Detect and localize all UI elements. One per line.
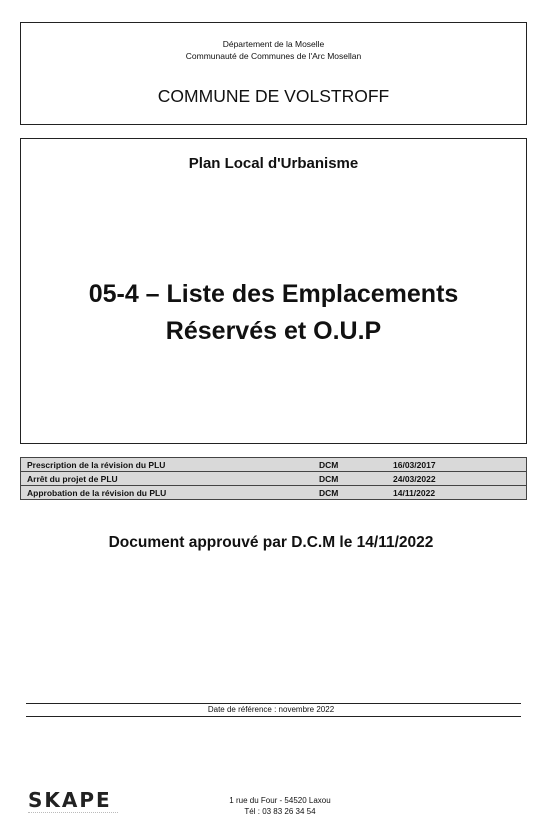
approval-note: Document approuvé par D.C.M le 14/11/2022 bbox=[108, 534, 434, 551]
procedure-row bbox=[21, 458, 527, 472]
department-name: Département de la Moselle bbox=[222, 39, 325, 49]
procedure-type: DCM bbox=[313, 458, 385, 472]
document-title-line1: 05-4 – Liste des Emplacements bbox=[88, 280, 459, 308]
header-box bbox=[20, 22, 527, 125]
main-title-box bbox=[20, 138, 527, 444]
procedure-label: Arrêt du projet de PLU bbox=[21, 472, 314, 486]
logo-text: SKAPE bbox=[28, 788, 112, 812]
procedure-date: 24/03/2022 bbox=[385, 472, 527, 486]
document-subtitle: Plan Local d'Urbanisme bbox=[188, 155, 359, 172]
logo-underline bbox=[28, 812, 118, 816]
procedure-type: DCM bbox=[313, 486, 385, 500]
commune-title: COMMUNE DE VOLSTROFF bbox=[157, 86, 390, 106]
skape-logo bbox=[28, 788, 112, 812]
community-name: Communauté de Communes de l'Arc Mosellan bbox=[185, 51, 362, 61]
reference-date: Date de référence : novembre 2022 bbox=[207, 705, 335, 714]
procedure-label: Approbation de la révision du PLU bbox=[21, 486, 314, 500]
divider bbox=[26, 703, 521, 704]
footer-address bbox=[220, 795, 340, 817]
procedures-table bbox=[20, 457, 527, 500]
phone-line: Tél : 03 83 26 34 54 bbox=[244, 807, 316, 816]
procedure-type: DCM bbox=[313, 472, 385, 486]
procedure-row bbox=[21, 486, 527, 500]
procedure-date: 14/11/2022 bbox=[385, 486, 527, 500]
divider bbox=[26, 716, 521, 717]
address-line: 1 rue du Four - 54520 Laxou bbox=[229, 796, 331, 805]
procedure-row bbox=[21, 472, 527, 486]
procedure-label: Prescription de la révision du PLU bbox=[21, 458, 314, 472]
procedure-date: 16/03/2017 bbox=[385, 458, 527, 472]
document-title-line2: Réservés et O.U.P bbox=[165, 317, 382, 345]
